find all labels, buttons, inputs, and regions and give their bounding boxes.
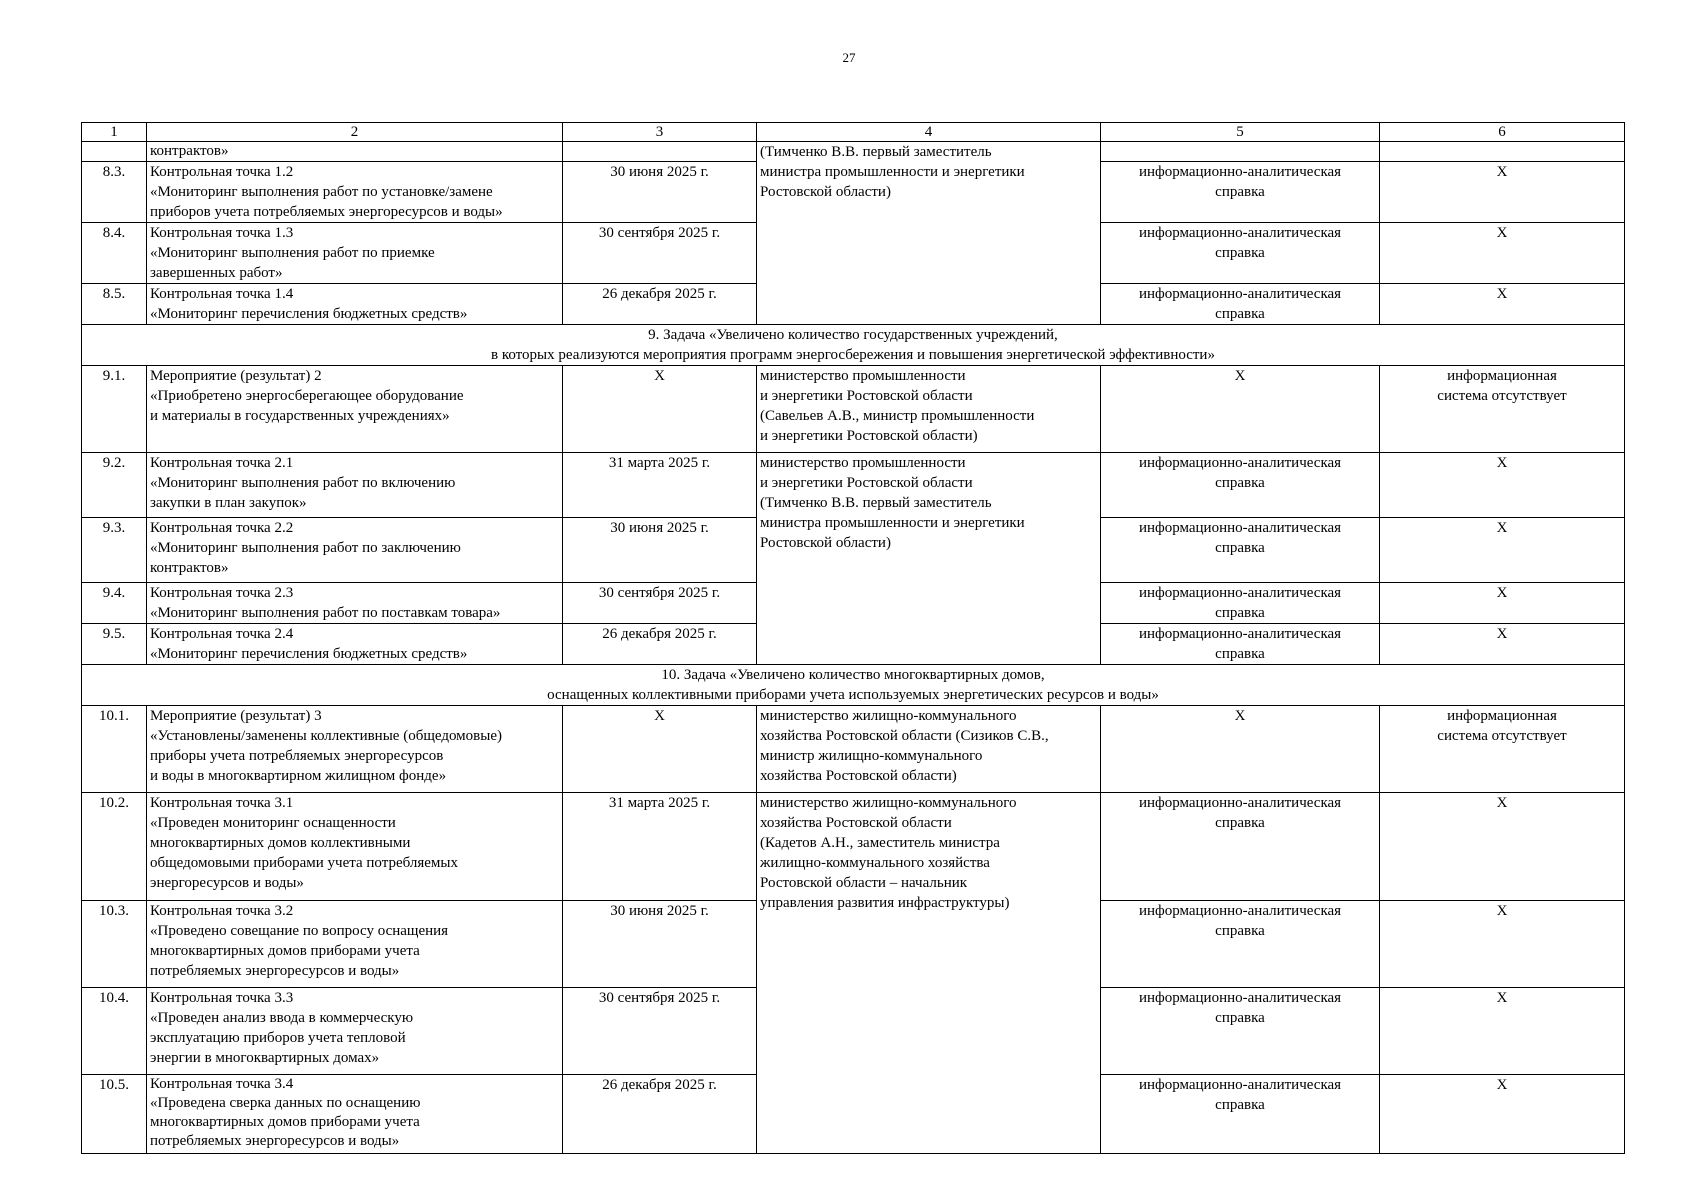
row-name: Контрольная точка 3.3 «Проведен анализ ввода в коммерческую эксплуатацию приборов учета тепловой энергии в многоквартирных домах» [147,988,563,1075]
row-number: 10.3. [82,901,147,988]
row-date: 31 марта 2025 г. [563,453,757,518]
row-document [1101,142,1380,162]
table-row [82,793,1625,901]
row-info-system: информационная система отсутствует [1380,366,1625,453]
row-document: информационно-аналитическая справка [1101,223,1380,284]
row-responsible: министерство промышленности и энергетики Ростовской области (Савельев А.В., министр промышленности и энергетики Ростовской области) [757,366,1101,453]
row-name: Контрольная точка 2.1 «Мониторинг выполнения работ по включению закупки в план закупок» [147,453,563,518]
column-header: 2 [147,123,563,142]
row-number: 10.2. [82,793,147,901]
row-number: 8.4. [82,223,147,284]
row-document: Х [1101,366,1380,453]
table-row [82,706,1625,793]
column-header: 6 [1380,123,1625,142]
row-number: 10.4. [82,988,147,1075]
row-info-system: Х [1380,1075,1625,1154]
row-info-system: информационная система отсутствует [1380,706,1625,793]
row-info-system: Х [1380,624,1625,665]
row-info-system: Х [1380,518,1625,583]
row-number: 10.5. [82,1075,147,1154]
row-date: 30 июня 2025 г. [563,162,757,223]
row-name: Мероприятие (результат) 3 «Установлены/заменены коллективные (общедомовые) приборы учета потребляемых энергоресурсов и воды в многоквартирном жилищном фонде» [147,706,563,793]
table-row [82,453,1625,518]
section-title: 9. Задача «Увеличено количество государственных учреждений, в которых реализуются мероприятия программ энергосбережения и повышения энергетической эффективности» [82,325,1625,366]
row-document: информационно-аналитическая справка [1101,624,1380,665]
section-row [82,665,1625,706]
column-header: 5 [1101,123,1380,142]
row-name: Контрольная точка 2.3 «Мониторинг выполнения работ по поставкам товара» [147,583,563,624]
row-number: 9.1. [82,366,147,453]
row-date: 30 июня 2025 г. [563,518,757,583]
row-name: Контрольная точка 1.3 «Мониторинг выполнения работ по приемке завершенных работ» [147,223,563,284]
row-number: 9.4. [82,583,147,624]
section-title: 10. Задача «Увеличено количество многоквартирных домов, оснащенных коллективными приборами учета используемых энергетических ресурсов и воды» [82,665,1625,706]
section-row [82,325,1625,366]
row-name: Контрольная точка 2.2 «Мониторинг выполнения работ по заключению контрактов» [147,518,563,583]
row-date: 30 июня 2025 г. [563,901,757,988]
table-row [82,142,1625,162]
row-document: информационно-аналитическая справка [1101,284,1380,325]
row-responsible: (Тимченко В.В. первый заместитель министра промышленности и энергетики Ростовской области) [757,142,1101,325]
row-name: Контрольная точка 3.1 «Проведен мониторинг оснащенности многоквартирных домов коллективными общедомовыми приборами учета потребляемых энергоресурсов и воды» [147,793,563,901]
row-document: информационно-аналитическая справка [1101,518,1380,583]
row-date: 26 декабря 2025 г. [563,284,757,325]
row-name: Контрольная точка 1.2 «Мониторинг выполнения работ по установке/замене приборов учета потребляемых энергоресурсов и воды» [147,162,563,223]
row-name: Контрольная точка 2.4 «Мониторинг перечисления бюджетных средств» [147,624,563,665]
row-name: Контрольная точка 1.4 «Мониторинг перечисления бюджетных средств» [147,284,563,325]
row-number: 9.3. [82,518,147,583]
row-number: 9.2. [82,453,147,518]
row-document: информационно-аналитическая справка [1101,793,1380,901]
column-header: 4 [757,123,1101,142]
row-date: 30 сентября 2025 г. [563,223,757,284]
row-info-system: Х [1380,901,1625,988]
row-number: 10.1. [82,706,147,793]
row-document: информационно-аналитическая справка [1101,1075,1380,1154]
column-header-row [82,123,1625,142]
row-name: контрактов» [147,142,563,162]
row-info-system [1380,142,1625,162]
row-document: информационно-аналитическая справка [1101,988,1380,1075]
row-number: 8.3. [82,162,147,223]
row-date: 26 декабря 2025 г. [563,624,757,665]
plan-table [81,122,1625,1154]
row-document: информационно-аналитическая справка [1101,162,1380,223]
row-info-system: Х [1380,988,1625,1075]
row-date: 31 марта 2025 г. [563,793,757,901]
row-date: Х [563,706,757,793]
page-number: 27 [842,50,856,65]
row-name: Контрольная точка 3.2 «Проведено совещание по вопросу оснащения многоквартирных домов приборами учета потребляемых энергоресурсов и воды» [147,901,563,988]
row-info-system: Х [1380,583,1625,624]
column-header: 3 [563,123,757,142]
row-responsible: министерство жилищно-коммунального хозяйства Ростовской области (Сизиков С.В., министр жилищно-коммунального хозяйства Ростовской области) [757,706,1101,793]
column-header: 1 [82,123,147,142]
row-number: 8.5. [82,284,147,325]
row-number: 9.5. [82,624,147,665]
row-document: Х [1101,706,1380,793]
row-date: 30 сентября 2025 г. [563,583,757,624]
row-document: информационно-аналитическая справка [1101,583,1380,624]
row-info-system: Х [1380,284,1625,325]
row-name: Контрольная точка 3.4 «Проведена сверка данных по оснащению многоквартирных домов приборами учета потребляемых энергоресурсов и воды» [147,1075,563,1154]
row-document: информационно-аналитическая справка [1101,901,1380,988]
row-info-system: Х [1380,793,1625,901]
row-info-system: Х [1380,223,1625,284]
row-date: 26 декабря 2025 г. [563,1075,757,1154]
row-responsible: министерство промышленности и энергетики Ростовской области (Тимченко В.В. первый заместитель министра промышленности и энергетики Ростовской области) [757,453,1101,665]
row-document: информационно-аналитическая справка [1101,453,1380,518]
row-date: Х [563,366,757,453]
row-responsible: министерство жилищно-коммунального хозяйства Ростовской области (Кадетов А.Н., заместитель министра жилищно-коммунального хозяйства Ростовской области – начальник управления развития инфраструктуры) [757,793,1101,1154]
row-info-system: Х [1380,453,1625,518]
row-date [563,142,757,162]
row-name: Мероприятие (результат) 2 «Приобретено энергосберегающее оборудование и материалы в государственных учреждениях» [147,366,563,453]
row-number [82,142,147,162]
row-info-system: Х [1380,162,1625,223]
row-date: 30 сентября 2025 г. [563,988,757,1075]
table-row [82,366,1625,453]
